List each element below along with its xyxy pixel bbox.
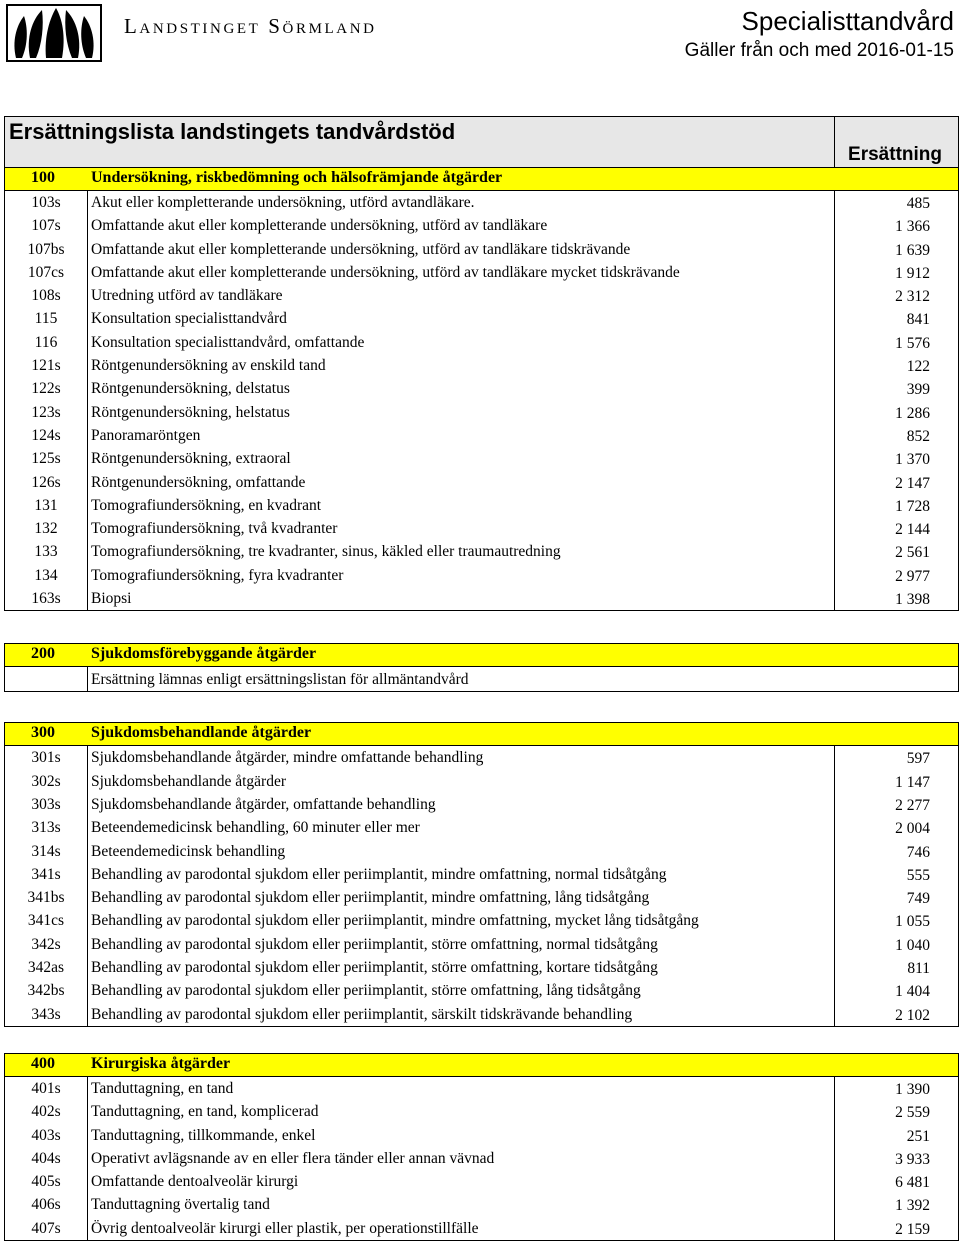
table-row <box>5 331 958 354</box>
section-code: 200 <box>31 645 55 663</box>
table-row <box>5 377 958 400</box>
row-amount: 2 277 <box>895 796 930 814</box>
table-row <box>5 1100 958 1123</box>
validity-date: Gäller från och med 2016-01-15 <box>684 40 954 61</box>
row-description: Tanduttagning, tillkommande, enkel <box>91 1126 316 1144</box>
row-code: 132 <box>34 520 58 538</box>
table-row <box>5 401 958 424</box>
table-row <box>5 587 958 610</box>
row-amount: 2 559 <box>895 1104 930 1122</box>
row-description: Behandling av parodontal sjukdom eller periimplantit, mindre omfattning, normal tidsåtgång <box>91 865 667 883</box>
row-code: 302s <box>31 772 61 790</box>
table-row <box>5 354 958 377</box>
row-description: Konsultation specialisttandvård <box>91 310 287 328</box>
row-code: 131 <box>34 496 58 514</box>
table-row <box>5 746 958 769</box>
table-row <box>5 1170 958 1193</box>
row-description: Tanduttagning övertalig tand <box>91 1196 270 1214</box>
row-amount: 1 366 <box>895 218 930 236</box>
table-row <box>5 816 958 839</box>
row-amount: 746 <box>906 843 930 861</box>
row-code: 341cs <box>27 912 65 930</box>
row-description: Biopsi <box>91 590 132 608</box>
row-description: Tomografiundersökning, två kvadranter <box>91 520 338 538</box>
row-amount: 1 912 <box>895 264 930 282</box>
document-title: Specialisttandvård <box>741 6 954 36</box>
row-code: 342as <box>27 959 65 977</box>
table-row <box>5 956 958 979</box>
row-description: Sjukdomsbehandlande åtgärder <box>91 772 286 790</box>
row-amount: 1 639 <box>895 241 930 259</box>
row-amount: 251 <box>906 1127 930 1145</box>
note-text: Ersättning lämnas enligt ersättningslistan för allmäntandvård <box>91 671 469 689</box>
row-code: 123s <box>31 403 61 421</box>
organization-name: Landstinget Sörmland <box>124 14 377 38</box>
row-code: 313s <box>31 819 61 837</box>
row-amount: 852 <box>906 427 930 445</box>
row-code: 343s <box>31 1005 61 1023</box>
section-title: Sjukdomsbehandlande åtgärder <box>91 724 312 742</box>
row-description: Röntgenundersökning, delstatus <box>91 380 290 398</box>
row-description: Behandling av parodontal sjukdom eller periimplantit, mindre omfattning, mycket lång tidsåtgång <box>91 912 699 930</box>
table-row <box>5 840 958 863</box>
section-rows <box>4 746 959 1027</box>
page-header <box>0 0 960 80</box>
section-code: 100 <box>31 169 55 186</box>
section-header <box>4 1053 959 1077</box>
row-description: Behandling av parodontal sjukdom eller periimplantit, större omfattning, kortare tidsåtgång <box>91 959 658 977</box>
table-row <box>5 191 958 214</box>
row-code: 301s <box>31 749 61 767</box>
table-row <box>5 1217 958 1240</box>
table-row <box>5 424 958 447</box>
list-title: Ersättningslista landstingets tandvårdstöd <box>9 119 456 144</box>
row-code: 107bs <box>27 240 65 258</box>
section-title: Undersökning, riskbedömning och hälsofrämjande åtgärder <box>91 169 503 186</box>
section-rows <box>4 191 959 611</box>
row-code: 342s <box>31 935 61 953</box>
row-code: 314s <box>31 842 61 860</box>
section-200 <box>4 643 959 692</box>
table-row <box>5 307 958 330</box>
row-amount: 2 561 <box>895 544 930 562</box>
table-row <box>5 933 958 956</box>
table-row <box>5 564 958 587</box>
row-code: 403s <box>31 1126 61 1144</box>
row-code: 125s <box>31 450 61 468</box>
row-amount: 2 144 <box>895 521 930 539</box>
table-row <box>5 1193 958 1216</box>
row-amount: 749 <box>906 890 930 908</box>
row-code: 402s <box>31 1103 61 1121</box>
row-code: 303s <box>31 795 61 813</box>
row-description: Röntgenundersökning, extraoral <box>91 450 291 468</box>
row-description: Omfattande akut eller kompletterande undersökning, utförd av tandläkare mycket tidskrävande <box>91 263 680 281</box>
row-amount: 3 933 <box>895 1150 930 1168</box>
row-description: Omfattande dentoalveolär kirurgi <box>91 1173 299 1191</box>
table-row <box>5 1077 958 1100</box>
section-code: 300 <box>31 724 55 742</box>
row-description: Utredning utförd av tandläkare <box>91 287 283 305</box>
row-description: Tanduttagning, en tand <box>91 1079 234 1097</box>
section-title: Sjukdomsförebyggande åtgärder <box>91 645 317 663</box>
section-300 <box>4 722 959 1027</box>
row-code: 133 <box>34 543 58 561</box>
section-title: Kirurgiska åtgärder <box>91 1054 231 1072</box>
row-description: Röntgenundersökning av enskild tand <box>91 357 326 375</box>
column-header-compensation: Ersättning <box>834 117 958 167</box>
table-row <box>5 447 958 470</box>
row-description: Röntgenundersökning, helstatus <box>91 403 290 421</box>
table-row <box>5 494 958 517</box>
row-description: Akut eller kompletterande undersökning, utförd avtandläkare. <box>91 194 475 211</box>
row-description: Beteendemedicinsk behandling, 60 minuter eller mer <box>91 819 420 837</box>
row-code: 407s <box>31 1219 61 1237</box>
section-header <box>4 167 959 191</box>
row-description: Omfattande akut eller kompletterande undersökning, utförd av tandläkare tidskrävande <box>91 240 631 258</box>
section-400 <box>4 1053 959 1241</box>
table-row <box>5 214 958 237</box>
table-row <box>5 909 958 932</box>
row-code: 401s <box>31 1079 61 1097</box>
section-rows <box>4 1077 959 1241</box>
row-description: Tomografiundersökning, en kvadrant <box>91 496 322 514</box>
row-code: 115 <box>34 310 58 328</box>
section-header <box>4 722 959 746</box>
row-amount: 1 390 <box>895 1080 930 1098</box>
row-code: 107cs <box>27 263 65 281</box>
row-amount: 6 481 <box>895 1174 930 1192</box>
row-code: 122s <box>31 380 61 398</box>
row-description: Panoramaröntgen <box>91 426 201 444</box>
landsting-logo-icon <box>6 4 102 62</box>
row-amount: 122 <box>906 358 930 376</box>
row-amount: 1 286 <box>895 404 930 422</box>
table-row <box>5 238 958 261</box>
row-code: 124s <box>31 426 61 444</box>
row-amount: 1 040 <box>895 936 930 954</box>
table-row <box>5 1147 958 1170</box>
section-code: 400 <box>31 1054 55 1072</box>
table-row <box>5 261 958 284</box>
row-amount: 2 312 <box>895 288 930 306</box>
compensation-list <box>4 116 959 1241</box>
list-title-block <box>4 116 959 167</box>
table-row <box>5 1003 958 1026</box>
row-amount: 811 <box>907 960 930 978</box>
row-code: 404s <box>31 1149 61 1167</box>
row-amount: 2 102 <box>895 1006 930 1024</box>
row-amount: 2 977 <box>895 567 930 585</box>
row-code: 116 <box>34 333 58 351</box>
row-description: Sjukdomsbehandlande åtgärder, omfattande behandling <box>91 795 436 813</box>
section-100 <box>4 167 959 611</box>
row-description: Behandling av parodontal sjukdom eller periimplantit, större omfattning, normal tidsåtgång <box>91 935 658 953</box>
row-amount: 841 <box>906 311 930 329</box>
row-amount: 1 728 <box>895 497 930 515</box>
row-code: 163s <box>31 590 61 608</box>
row-code: 107s <box>31 217 61 235</box>
row-amount: 1 576 <box>895 334 930 352</box>
row-code: 342bs <box>27 982 65 1000</box>
row-description: Tomografiundersökning, fyra kvadranter <box>91 566 344 584</box>
row-code: 121s <box>31 357 61 375</box>
section-note <box>4 667 959 692</box>
section-header <box>4 643 959 667</box>
row-description: Behandling av parodontal sjukdom eller periimplantit, större omfattning, lång tidsåtgång <box>91 982 641 1000</box>
table-row <box>5 540 958 563</box>
row-description: Röntgenundersökning, omfattande <box>91 473 306 491</box>
row-description: Operativt avlägsnande av en eller flera tänder eller annan vävnad <box>91 1149 495 1167</box>
row-amount: 485 <box>906 195 930 212</box>
table-row <box>5 770 958 793</box>
row-description: Tanduttagning, en tand, komplicerad <box>91 1103 319 1121</box>
row-description: Behandling av parodontal sjukdom eller periimplantit, särskilt tidskrävande behandling <box>91 1005 633 1023</box>
row-code: 405s <box>31 1173 61 1191</box>
table-row <box>5 979 958 1002</box>
row-code: 341bs <box>27 889 65 907</box>
row-code: 341s <box>31 865 61 883</box>
row-amount: 1 398 <box>895 591 930 609</box>
row-amount: 1 055 <box>895 913 930 931</box>
row-description: Omfattande akut eller kompletterande undersökning, utförd av tandläkare <box>91 217 548 235</box>
row-description: Behandling av parodontal sjukdom eller periimplantit, mindre omfattning, lång tidsåtgång <box>91 889 650 907</box>
row-amount: 1 404 <box>895 983 930 1001</box>
row-amount: 399 <box>906 381 930 399</box>
row-description: Övrig dentoalveolär kirurgi eller plastik, per operationstillfälle <box>91 1219 479 1237</box>
table-row <box>5 863 958 886</box>
row-amount: 2 147 <box>895 474 930 492</box>
row-description: Beteendemedicinsk behandling <box>91 842 286 860</box>
row-description: Tomografiundersökning, tre kvadranter, sinus, käkled eller traumautredning <box>91 543 561 561</box>
row-amount: 1 392 <box>895 1197 930 1215</box>
table-row <box>5 793 958 816</box>
table-row <box>5 284 958 307</box>
table-row <box>5 471 958 494</box>
row-code: 134 <box>34 566 58 584</box>
row-amount: 2 004 <box>895 820 930 838</box>
row-code: 126s <box>31 473 61 491</box>
row-amount: 2 159 <box>895 1220 930 1238</box>
table-row <box>5 517 958 540</box>
row-code: 406s <box>31 1196 61 1214</box>
row-amount: 597 <box>906 750 930 768</box>
row-code: 103s <box>31 194 61 211</box>
row-amount: 555 <box>906 866 930 884</box>
row-description: Konsultation specialisttandvård, omfattande <box>91 333 365 351</box>
row-code: 108s <box>31 287 61 305</box>
table-row <box>5 1124 958 1147</box>
row-amount: 1 370 <box>895 451 930 469</box>
row-description: Sjukdomsbehandlande åtgärder, mindre omfattande behandling <box>91 749 484 767</box>
table-row <box>5 886 958 909</box>
row-amount: 1 147 <box>895 773 930 791</box>
